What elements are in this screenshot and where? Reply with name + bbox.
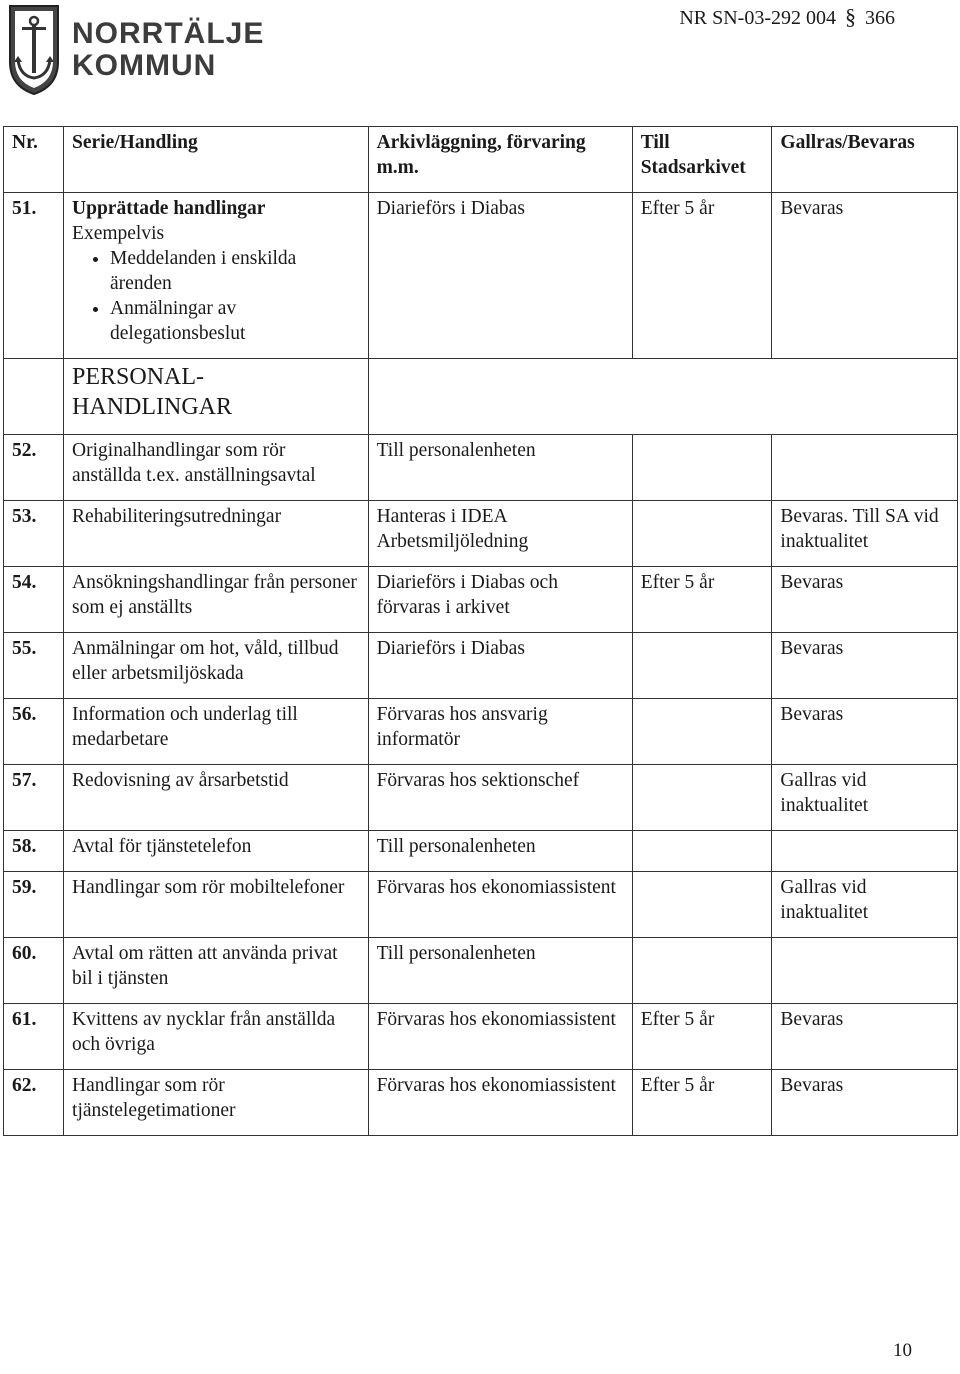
row-gallras: Bevaras — [772, 699, 958, 765]
row-serie: Kvittens av nycklar från anställda och övriga — [64, 1004, 369, 1070]
row-arkiv: Förvaras hos ansvarig informatör — [368, 699, 632, 765]
row-arkiv: Förvaras hos ekonomiassistent — [368, 1004, 632, 1070]
section-empty-cell — [368, 359, 957, 435]
table-row — [4, 938, 958, 1004]
row-arkiv: Till personalenheten — [368, 435, 632, 501]
row-nr: 52. — [4, 435, 64, 501]
table-row — [4, 831, 958, 872]
row-gallras: Bevaras. Till SA vid inaktualitet — [772, 501, 958, 567]
anchor-crest-icon — [8, 4, 60, 96]
row-gallras: Gallras vid inaktualitet — [772, 872, 958, 938]
row-gallras — [772, 435, 958, 501]
page-number: 10 — [893, 1340, 912, 1361]
row-serie: Anmälningar om hot, våld, tillbud eller arbetsmiljöskada — [64, 633, 369, 699]
row-gallras: Bevaras — [772, 1070, 958, 1136]
row-nr: 59. — [4, 872, 64, 938]
row-till — [632, 938, 772, 1004]
logo-line-1: NORRTÄLJE — [72, 17, 265, 50]
document-number-prefix: NR SN-03-292 004 — [679, 7, 836, 29]
row-arkiv: Diarieförs i Diabas — [368, 633, 632, 699]
row-till: Efter 5 år — [632, 1070, 772, 1136]
row-serie: Avtal för tjänstetelefon — [64, 831, 369, 872]
section-title-text: PERSONAL- HANDLINGAR — [72, 364, 233, 420]
table-row — [4, 633, 958, 699]
row-serie: Redovisning av årsarbetstid — [64, 765, 369, 831]
row-serie: Rehabiliteringsutredningar — [64, 501, 369, 567]
row-nr: 56. — [4, 699, 64, 765]
list-item: • Meddelanden i enskilda ärenden — [110, 246, 360, 296]
logo-wordmark — [72, 18, 264, 82]
row-gallras — [772, 831, 958, 872]
row-nr: 54. — [4, 567, 64, 633]
municipality-logo — [8, 4, 264, 96]
row-serie-subtitle: Exempelvis — [72, 223, 165, 244]
logo-line-2: KOMMUN — [72, 49, 217, 82]
row-nr: 57. — [4, 765, 64, 831]
table-row — [4, 435, 958, 501]
row-arkiv: Hanteras i IDEA Arbetsmiljöledning — [368, 501, 632, 567]
section-title — [64, 359, 369, 435]
table-row — [4, 765, 958, 831]
row-serie: Information och underlag till medarbetare — [64, 699, 369, 765]
row-arkiv: Diarieförs i Diabas — [368, 193, 632, 359]
table-row — [4, 1070, 958, 1136]
table-header-row — [4, 127, 958, 193]
document-header — [0, 0, 960, 100]
row-arkiv: Till personalenheten — [368, 831, 632, 872]
row-arkiv: Förvaras hos sektionschef — [368, 765, 632, 831]
row-till — [632, 633, 772, 699]
table-row — [4, 567, 958, 633]
table-row — [4, 872, 958, 938]
table-row — [4, 699, 958, 765]
column-header-arkiv: Arkivläggning, förvaring m.m. — [368, 127, 632, 193]
row-nr: 55. — [4, 633, 64, 699]
row-serie: Originalhandlingar som rör anställda t.ex. anställningsavtal — [64, 435, 369, 501]
row-till — [632, 501, 772, 567]
row-serie-title: Upprättade handlingar — [72, 198, 266, 219]
column-header-till: Till Stadsarkivet — [632, 127, 772, 193]
example-list — [72, 246, 360, 346]
column-header-gallras: Gallras/Bevaras — [772, 127, 958, 193]
row-till — [632, 435, 772, 501]
row-serie: Avtal om rätten att använda privat bil i tjänsten — [64, 938, 369, 1004]
row-gallras: Bevaras — [772, 633, 958, 699]
row-nr: 58. — [4, 831, 64, 872]
table-row-51 — [4, 193, 958, 359]
table-row — [4, 1004, 958, 1070]
document-number-suffix: 366 — [865, 7, 895, 29]
row-arkiv: Förvaras hos ekonomiassistent — [368, 1070, 632, 1136]
row-till: Efter 5 år — [632, 193, 772, 359]
row-gallras: Bevaras — [772, 193, 958, 359]
row-gallras: Bevaras — [772, 567, 958, 633]
row-nr: 60. — [4, 938, 64, 1004]
table-body — [4, 435, 958, 1136]
row-gallras: Gallras vid inaktualitet — [772, 765, 958, 831]
archive-plan-table — [3, 126, 958, 1136]
paragraph-sign: § — [845, 4, 856, 29]
row-arkiv: Diarieförs i Diabas och förvaras i arkivet — [368, 567, 632, 633]
row-nr: 62. — [4, 1070, 64, 1136]
row-serie: Handlingar som rör mobiltelefoner — [64, 872, 369, 938]
row-nr: 51. — [4, 193, 64, 359]
row-arkiv: Till personalenheten — [368, 938, 632, 1004]
list-item: • Anmälningar av delegationsbeslut — [110, 296, 360, 346]
row-gallras: Bevaras — [772, 1004, 958, 1070]
row-till: Efter 5 år — [632, 1004, 772, 1070]
document-number — [679, 4, 895, 30]
row-till — [632, 699, 772, 765]
row-till — [632, 872, 772, 938]
row-serie — [64, 193, 369, 359]
row-serie: Ansökningshandlingar från personer som ej anställts — [64, 567, 369, 633]
row-till — [632, 831, 772, 872]
row-till — [632, 765, 772, 831]
row-nr: 61. — [4, 1004, 64, 1070]
column-header-serie: Serie/Handling — [64, 127, 369, 193]
row-gallras — [772, 938, 958, 1004]
row-nr: 53. — [4, 501, 64, 567]
section-nr-cell — [4, 359, 64, 435]
column-header-nr: Nr. — [4, 127, 64, 193]
row-arkiv: Förvaras hos ekonomiassistent — [368, 872, 632, 938]
table-row — [4, 501, 958, 567]
section-row — [4, 359, 958, 435]
row-serie: Handlingar som rör tjänstelegetimationer — [64, 1070, 369, 1136]
row-till: Efter 5 år — [632, 567, 772, 633]
